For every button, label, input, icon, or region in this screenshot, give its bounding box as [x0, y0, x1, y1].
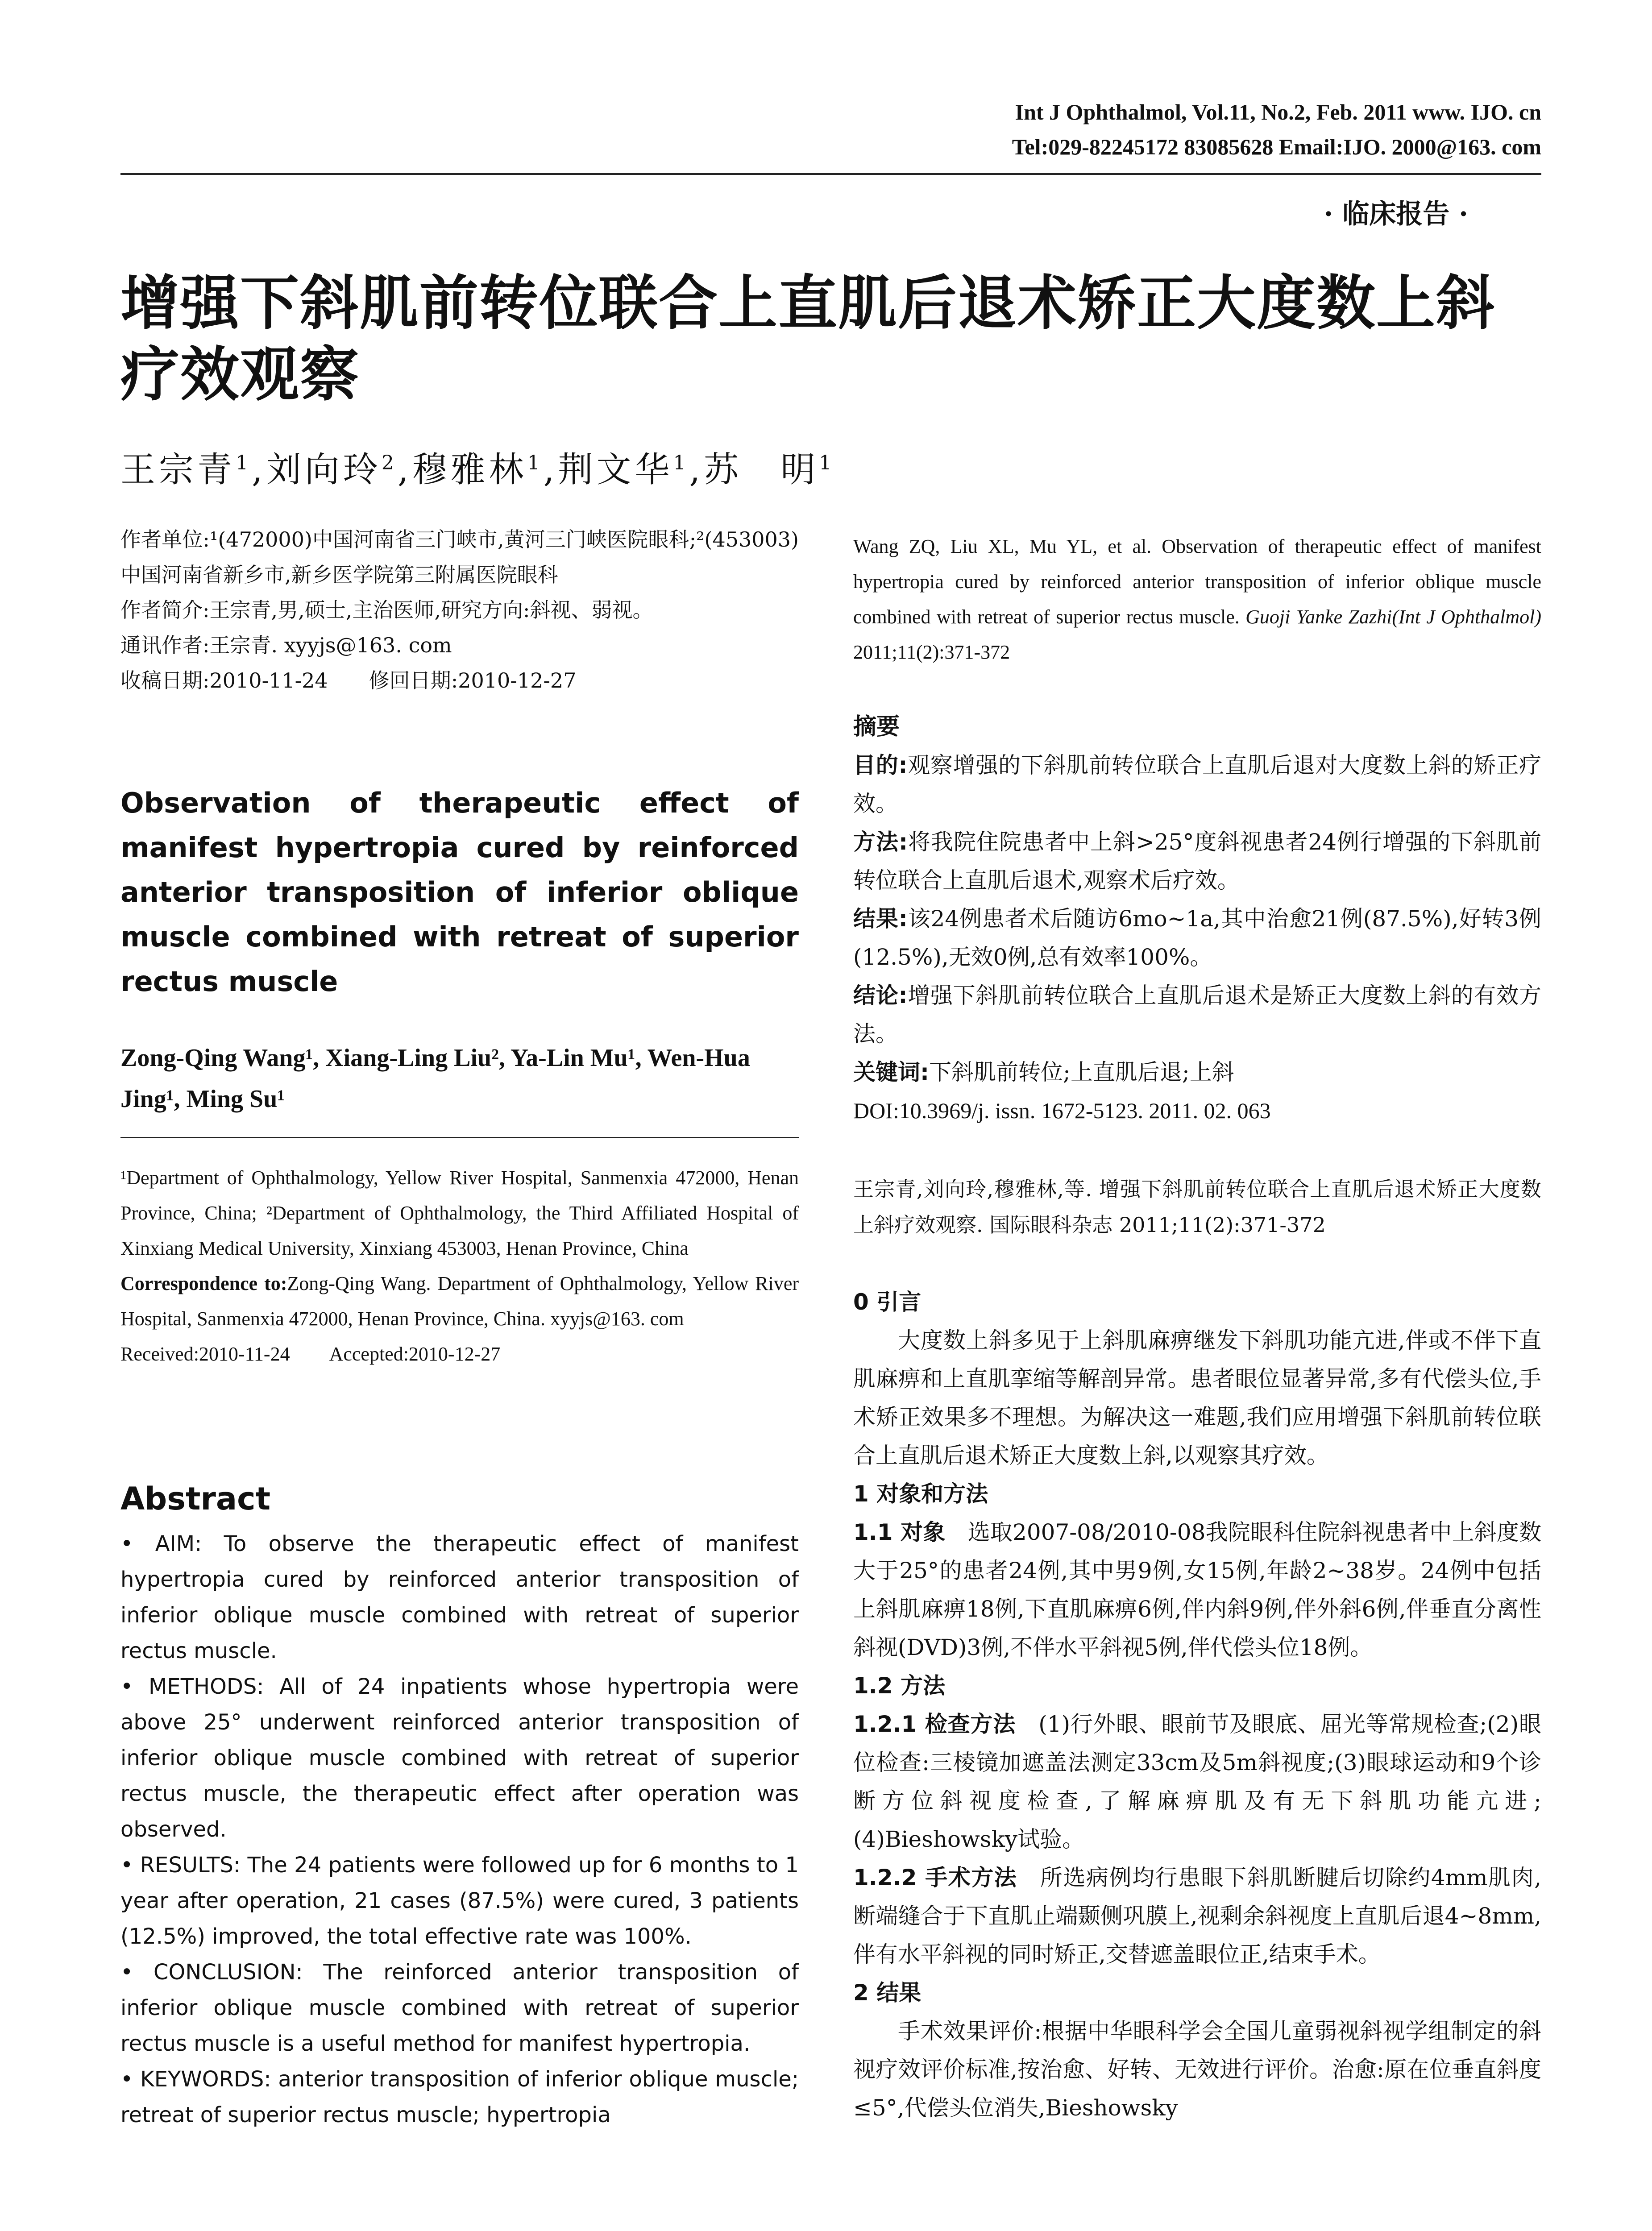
abstract-cn-conclusion-label: 结论: — [853, 983, 908, 1008]
exam-paragraph — [853, 1705, 1541, 1858]
affiliation-cn: 作者单位:¹(472000)中国河南省三门峡市,黄河三门峡医院眼科;²(453003)中国河南省新乡市,新乡医学院第三附属医院眼科 — [120, 527, 799, 587]
citation-en-text: Wang ZQ, Liu XL, Mu YL, et al. Observation of therapeutic effect of manifest hypertropia cured by reinforced anterior transposition of inferior oblique muscle combined with retreat of superior rectus muscle. — [853, 535, 1541, 628]
abstract-heading-cn: 摘要 — [853, 713, 900, 740]
abstract-cn-methods-label: 方法: — [853, 829, 908, 855]
correspondence-en — [120, 1266, 799, 1336]
citation-en-journal: Guoji Yanke Zazhi(Int J Ophthalmol) — [1245, 606, 1542, 628]
abstract-cn-results — [853, 900, 1541, 976]
author-bio-cn: 作者简介:王宗青,男,硕士,主治医师,研究方向:斜视、弱视。 — [120, 598, 653, 622]
methods-subheading: 1.2 方法 — [853, 1673, 945, 1699]
surgery-text: 所选病例均行患眼下斜肌断腱后切除约4mm肌肉,断端缝合于下直肌止端颞侧巩膜上,视剩余斜视度上直肌后退4~8mm,伴有水平斜视的同时矫正,交替遮盖眼位正,结束手术。 — [853, 1865, 1542, 1967]
affiliation-cn-block — [120, 522, 799, 698]
correspondence-cn: 通讯作者:王宗青. xyyjs@163. com — [120, 633, 452, 657]
author-affil-mark: 1 — [673, 452, 689, 474]
results-heading: 2 结果 — [853, 1980, 921, 2006]
abstract-conclusion: • CONCLUSION: The reinforced anterior transposition of inferior oblique muscle combined with retreat of superior rectus muscle is a useful method for manifest hypertropia. — [120, 1960, 799, 2056]
results-paragraph: 手术效果评价:根据中华眼科学会全国儿童弱视斜视学组制定的斜视疗效评价标准,按治愈、好转、无效进行评价。治愈:原在位垂直斜度≤5°,代偿头位消失,Bieshowsky — [853, 2018, 1541, 2121]
citation-cn: 王宗青,刘向玲,穆雅林,等. 增强下斜肌前转位联合上直肌后退术矫正大度数上斜疗效观察. 国际眼科杂志 2011;11(2):371-372 — [853, 1177, 1541, 1237]
citation-en-ref: 2011;11(2):371-372 — [853, 641, 1010, 663]
abstract-cn-aim-label: 目的: — [853, 752, 908, 778]
author-list-cn: 王宗青$^1$,刘向玲$^2$,穆雅林$^1$,荆文华$^1$,苏 明$^1$ — [120, 450, 835, 490]
intro-heading: 0 引言 — [853, 1289, 921, 1315]
author-name: 王宗青 — [120, 450, 236, 490]
correspondence-text: Zong-Qing Wang. Department of Ophthalmology, Yellow River Hospital, Sanmenxia 472000, Henan Province, China. xyyjs@163. com — [120, 1273, 799, 1330]
abstract-heading-en: Abstract — [120, 1480, 271, 1517]
abstract-cn-aim — [853, 746, 1541, 823]
abstract-cn-results-text: 该24例患者术后随访6mo~1a,其中治愈21例(87.5%),好转3例(12.5%),无效0例,总有效率100%。 — [853, 906, 1541, 970]
section-tag: · 临床报告 · — [1324, 199, 1468, 230]
author-name: 荆文华 — [558, 450, 673, 490]
article-title-en: Observation of therapeutic effect of manifest hypertropia cured by reinforced anterior transposition of inferior oblique muscle combined with retreat of superior rectus muscle — [120, 787, 799, 998]
article-title-cn: 增强下斜肌前转位联合上直肌后退术矫正大度数上斜疗效观察 — [120, 269, 1496, 409]
abstract-cn-methods-text: 将我院住院患者中上斜>25°度斜视患者24例行增强的下斜肌前转位联合上直肌后退术,观察术后疗效。 — [853, 829, 1542, 893]
author-list-en: Zong-Qing Wang¹, Xiang-Ling Liu², Ya-Lin Mu¹, Wen-Hua Jing¹, Ming Su¹ — [120, 1044, 750, 1113]
affiliation-divider — [120, 1137, 799, 1138]
author-name: 苏 明 — [704, 450, 819, 490]
body-text — [853, 1283, 1541, 2127]
abstract-cn-conclusion-text: 增强下斜肌前转位联合上直肌后退术是矫正大度数上斜的有效方法。 — [853, 983, 1542, 1047]
abstract-cn-methods — [853, 823, 1541, 900]
exam-text: (1)行外眼、眼前节及眼底、屈光等常规检查;(2)眼位检查:三棱镜加遮盖法测定33cm及5m斜视度;(3)眼球运动和9个诊断方位斜视度检查,了解麻痹肌及有无下斜肌功能亢进;(4)Bieshowsky试验。 — [853, 1711, 1542, 1852]
journal-contact-line: Tel:029-82245172 83085628 Email:IJO. 2000@163. com — [1012, 134, 1541, 159]
abstract-aim: • AIM: To observe the therapeutic effect of manifest hypertropia cured by reinforced anterior transposition of inferior oblique muscle combined with retreat of superior rectus muscle. — [120, 1531, 799, 1663]
author-affil-mark: 1 — [527, 452, 544, 474]
abstract-cn-keywords-text: 下斜肌前转位;上直肌后退;上斜 — [929, 1059, 1234, 1085]
abstract-cn-keywords — [853, 1053, 1541, 1091]
subjects-paragraph — [853, 1513, 1541, 1667]
doi: DOI:10.3969/j. issn. 1672-5123. 2011. 02. 063 — [853, 1098, 1271, 1123]
author-name: 穆雅林 — [412, 450, 527, 490]
correspondence-label: Correspondence to: — [120, 1273, 287, 1294]
author-affil-mark: 1 — [819, 452, 835, 474]
surgery-label: 1.2.2 手术方法 — [853, 1865, 1017, 1891]
abstract-cn-keywords-label: 关键词: — [853, 1059, 929, 1085]
subjects-label: 1.1 对象 — [853, 1519, 946, 1545]
abstract-cn-aim-text: 观察增强的下斜肌前转位联合上直肌后退对大度数上斜的矫正疗效。 — [853, 752, 1542, 817]
abstract-cn-body — [853, 746, 1541, 1130]
subjects-text: 选取2007-08/2010-08我院眼科住院斜视患者中上斜度数大于25°的患者24例,其中男9例,女15例,年龄2~38岁。24例中包括上斜肌麻痹18例,下直肌麻痹6例,伴内斜9例,伴外斜6例,伴垂直分离性斜视(DVD)3例,不伴水平斜视5例,伴代偿头位18例。 — [853, 1519, 1542, 1660]
header-divider — [120, 173, 1541, 175]
abstract-cn-results-label: 结果: — [853, 906, 908, 932]
author-affil-mark: 1 — [236, 452, 252, 474]
affiliation-en-block — [120, 1160, 799, 1372]
author-name: 刘向玲 — [266, 450, 382, 490]
dates-en: Received:2010-11-24 Accepted:2010-12-27 — [120, 1343, 501, 1365]
methods-heading: 1 对象和方法 — [853, 1481, 988, 1507]
surgery-paragraph — [853, 1858, 1541, 1974]
abstract-keywords: • KEYWORDS: anterior transposition of inferior oblique muscle; retreat of superior rectus muscle; hypertropia — [120, 2067, 799, 2127]
abstract-methods: • METHODS: All of 24 inpatients whose hypertropia were above 25° underwent reinforced anterior transposition of inferior oblique muscle combined with retreat of superior rectus muscle, the therapeutic effect after operation was observed. — [120, 1674, 799, 1842]
dates-cn: 收稿日期:2010-11-24 修回日期:2010-12-27 — [120, 668, 577, 693]
abstract-results: • RESULTS: The 24 patients were followed up for 6 months to 1 year after operation, 21 cases (87.5%) were cured, 3 patients (12.5%) improved, the total effective rate was 100%. — [120, 1853, 799, 1949]
abstract-cn-conclusion — [853, 976, 1541, 1053]
exam-label: 1.2.1 检查方法 — [853, 1711, 1016, 1737]
journal-header-line: Int J Ophthalmol, Vol.11, No.2, Feb. 2011 www. IJO. cn — [1015, 100, 1541, 124]
author-affil-mark: 2 — [381, 452, 398, 474]
affiliation-en: ¹Department of Ophthalmology, Yellow River Hospital, Sanmenxia 472000, Henan Province, China; ²Department of Ophthalmology, the Third Affiliated Hospital of Xinxiang Medical University, Xinxiang 453003, Henan Province, China — [120, 1167, 799, 1259]
intro-paragraph: 大度数上斜多见于上斜肌麻痹继发下斜肌功能亢进,伴或不伴下直肌麻痹和上直肌挛缩等解剖异常。患者眼位显著异常,多有代偿头位,手术矫正效果多不理想。为解决这一难题,我们应用增强下斜肌前转位联合上直肌后退术矫正大度数上斜,以观察其疗效。 — [853, 1327, 1541, 1468]
abstract-en-body — [120, 1526, 799, 2133]
citation-en — [853, 529, 1541, 670]
